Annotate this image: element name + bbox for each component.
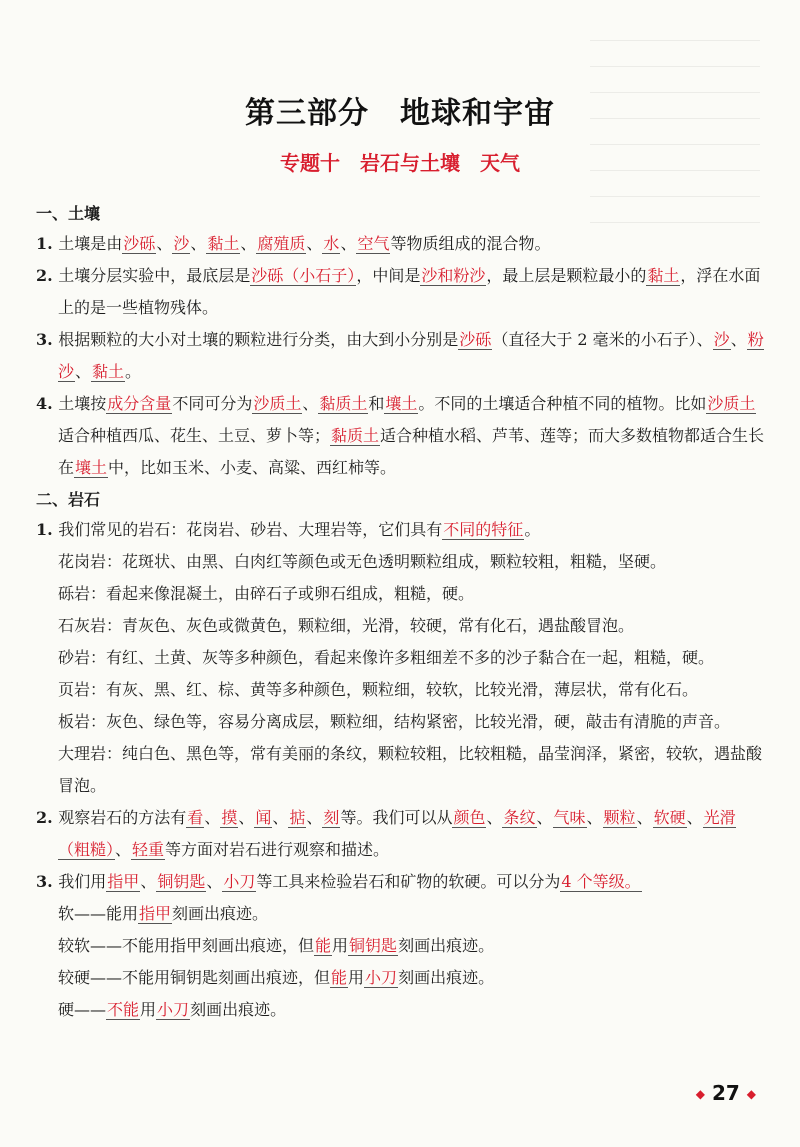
section-heading: 一、土壤 — [36, 204, 101, 223]
answer-fill: 不能 — [107, 1000, 140, 1019]
body-text: 等物质组成的混合物。 — [390, 234, 551, 253]
body-text: 大理岩：纯白色、黑色等，常有美丽的条纹，颗粒较粗，比较粗糙，晶莹润泽，紧密，较软，遇盐酸冒泡。 — [58, 744, 763, 795]
body-text: 我们用 — [58, 872, 107, 891]
body-text: 我们常见的岩石：花岗岩、砂岩、大理岩等，它们具有 — [58, 520, 443, 539]
answer-fill: 沙砾（小石子） — [251, 266, 356, 285]
answer-fill: 水 — [323, 234, 340, 253]
body-text: 用 — [348, 968, 365, 987]
answer-fill: 铜钥匙 — [157, 872, 206, 891]
answer-fill: 黏质土 — [319, 394, 368, 413]
sub-paragraph — [36, 674, 766, 706]
answer-fill: 壤土 — [385, 394, 418, 413]
body-text: 适合种植水稻、芦苇、莲等；而大多数植物都适合生长在 — [58, 426, 765, 477]
body-text: 土壤是由 — [58, 234, 123, 253]
body-text: 适合种植西瓜、花生、土豆、萝卜等； — [58, 426, 331, 445]
answer-fill: 沙 — [173, 234, 190, 253]
body-text: 、 — [486, 808, 503, 827]
body-text: 、 — [204, 808, 221, 827]
answer-fill: 掂 — [289, 808, 306, 827]
answer-fill: 沙质土 — [707, 394, 756, 413]
answer-fill: 小刀 — [365, 968, 398, 987]
sub-paragraph — [36, 994, 766, 1026]
body-text: 、 — [306, 234, 323, 253]
answer-fill: 闻 — [255, 808, 272, 827]
numbered-item — [36, 228, 766, 260]
body-text: （直径大于 2 毫米的小石子）、 — [492, 330, 713, 349]
body-text: 、 — [340, 234, 357, 253]
item-number: 1. — [36, 520, 59, 539]
answer-fill: 刻 — [323, 808, 340, 827]
answer-fill: 铜钥匙 — [349, 936, 398, 955]
body-text: 、 — [115, 840, 132, 859]
answer-fill: 条纹 — [503, 808, 536, 827]
page-title: 第三部分 地球和宇宙 — [245, 96, 555, 131]
answer-fill: 黏土 — [647, 266, 680, 285]
body-text: ，浮在水面上的是一些植物残体。 — [58, 266, 761, 317]
answer-fill: 粉沙 — [58, 330, 764, 381]
body-text: 观察岩石的方法有 — [58, 808, 187, 827]
sub-paragraph — [36, 610, 766, 642]
sub-paragraph — [36, 546, 766, 578]
body-text: 中，比如玉米、小麦、高粱、西红柿等。 — [108, 458, 397, 477]
answer-fill: 小刀 — [157, 1000, 190, 1019]
sub-paragraph — [36, 930, 766, 962]
answer-fill: 成分含量 — [107, 394, 172, 413]
page-footer — [696, 1081, 756, 1105]
body-text: 花岗岩：花斑状、由黑、白肉红等颜色或无色透明颗粒组成，颗粒较粗，粗糙，坚硬。 — [58, 552, 667, 571]
item-number: 3. — [36, 330, 59, 349]
body-text: 软——能用 — [58, 904, 139, 923]
body-text: 等工具来检验岩石和矿物的软硬。可以分为 — [256, 872, 561, 891]
answer-fill: 沙质土 — [253, 394, 302, 413]
body-text: 根据颗粒的大小对土壤的颗粒进行分类，由大到小分别是 — [58, 330, 459, 349]
body-text: 、 — [536, 808, 553, 827]
body-text: 、 — [686, 808, 703, 827]
answer-fill: 指甲 — [107, 872, 140, 891]
body-text: 石灰岩：青灰色、灰色或微黄色，颗粒细，光滑，较硬，常有化石，遇盐酸冒泡。 — [58, 616, 635, 635]
topic-subtitle: 专题十 岩石与土壤 天气 — [280, 151, 520, 175]
body-text: 较硬——不能用铜钥匙刻画出痕迹，但 — [58, 968, 331, 987]
sub-paragraph — [36, 962, 766, 994]
answer-fill: 颜色 — [453, 808, 486, 827]
sub-paragraph — [36, 706, 766, 738]
body-text: 较软——不能用指甲刻画出痕迹，但 — [58, 936, 315, 955]
answer-fill: 沙 — [713, 330, 730, 349]
body-text: 硬—— — [58, 1000, 107, 1019]
body-text: ，中间是 — [356, 266, 421, 285]
sub-paragraph — [36, 578, 766, 610]
body-text: 。 — [125, 362, 142, 381]
answer-fill: 黏质土 — [331, 426, 380, 445]
body-text: 砂岩：有红、土黄、灰等多种颜色，看起来像许多粗细差不多的沙子黏合在一起，粗糙，硬。 — [58, 648, 715, 667]
answer-fill: 轻重 — [132, 840, 165, 859]
answer-fill: 沙和粉沙 — [421, 266, 486, 285]
body-text: 。 — [524, 520, 541, 539]
answer-fill: 小刀 — [223, 872, 256, 891]
body-text: 、 — [206, 872, 223, 891]
body-text: 刻画出痕迹。 — [190, 1000, 287, 1019]
answer-fill: 摸 — [221, 808, 238, 827]
body-text: 、 — [302, 394, 319, 413]
diamond-icon: ◆ — [695, 1087, 705, 1101]
body-text: 、 — [75, 362, 92, 381]
body-text: 砾岩：看起来像混凝土，由碎石子或卵石组成，粗糙，硬。 — [58, 584, 475, 603]
answer-fill: 4 个等级。 — [561, 872, 641, 891]
body-text: 、 — [730, 330, 747, 349]
body-text: 和 — [368, 394, 385, 413]
body-text: 土壤分层实验中，最底层是 — [58, 266, 251, 285]
body-text: 、 — [272, 808, 289, 827]
body-text: 、 — [140, 872, 157, 891]
answer-fill: 沙砾 — [123, 234, 156, 253]
item-number: 2. — [36, 266, 59, 285]
body-text: 刻画出痕迹。 — [172, 904, 269, 923]
body-text: 等。我们可以从 — [340, 808, 453, 827]
diamond-icon: ◆ — [746, 1087, 756, 1101]
item-number: 1. — [36, 234, 59, 253]
numbered-item — [36, 260, 766, 324]
body-text: 不同可分为 — [172, 394, 253, 413]
body-text: 板岩：灰色、绿色等，容易分离成层，颗粒细，结构紧密，比较光滑，硬，敲击有清脆的声音。 — [58, 712, 731, 731]
body-text: 用 — [140, 1000, 157, 1019]
numbered-item — [36, 388, 766, 484]
answer-fill: 软硬 — [653, 808, 686, 827]
body-text: 用 — [332, 936, 349, 955]
body-text: 、 — [156, 234, 173, 253]
answer-fill: 光滑（粗糙） — [58, 808, 736, 859]
answer-fill: 沙砾 — [459, 330, 492, 349]
answer-fill: 指甲 — [139, 904, 172, 923]
answer-fill: 能 — [331, 968, 348, 987]
answer-fill: 腐殖质 — [257, 234, 306, 253]
item-number: 2. — [36, 808, 59, 827]
body-text: 刻画出痕迹。 — [398, 968, 495, 987]
numbered-item — [36, 866, 766, 898]
sub-paragraph — [36, 738, 766, 802]
numbered-item — [36, 324, 766, 388]
answer-fill: 颗粒 — [603, 808, 636, 827]
numbered-item — [36, 802, 766, 866]
body-text: 土壤按 — [58, 394, 107, 413]
item-number: 3. — [36, 872, 59, 891]
page-number: 27 — [711, 1081, 740, 1105]
body-text: 、 — [190, 234, 207, 253]
answer-fill: 看 — [187, 808, 204, 827]
answer-fill: 不同的特征 — [443, 520, 524, 539]
body-text: 、 — [306, 808, 323, 827]
numbered-item — [36, 514, 766, 546]
body-text: 、 — [636, 808, 653, 827]
page-content — [36, 198, 766, 1026]
answer-fill: 气味 — [553, 808, 586, 827]
sub-paragraph — [36, 642, 766, 674]
answer-fill: 黏土 — [92, 362, 125, 381]
answer-fill: 壤土 — [75, 458, 108, 477]
body-text: 等方面对岩石进行观察和描述。 — [165, 840, 390, 859]
body-text: 、 — [586, 808, 603, 827]
answer-fill: 空气 — [357, 234, 390, 253]
answer-fill: 黏土 — [207, 234, 240, 253]
item-number: 4. — [36, 394, 59, 413]
answer-fill: 能 — [315, 936, 332, 955]
body-text: ，最上层是颗粒最小的 — [486, 266, 647, 285]
body-text: 、 — [238, 808, 255, 827]
section-heading: 二、岩石 — [36, 490, 101, 509]
body-text: 页岩：有灰、黑、红、棕、黄等多种颜色，颗粒细，较软，比较光滑，薄层状，常有化石。 — [58, 680, 699, 699]
body-text: 刻画出痕迹。 — [398, 936, 495, 955]
sub-paragraph — [36, 898, 766, 930]
body-text: 。不同的土壤适合种植不同的植物。比如 — [418, 394, 707, 413]
body-text: 、 — [240, 234, 257, 253]
